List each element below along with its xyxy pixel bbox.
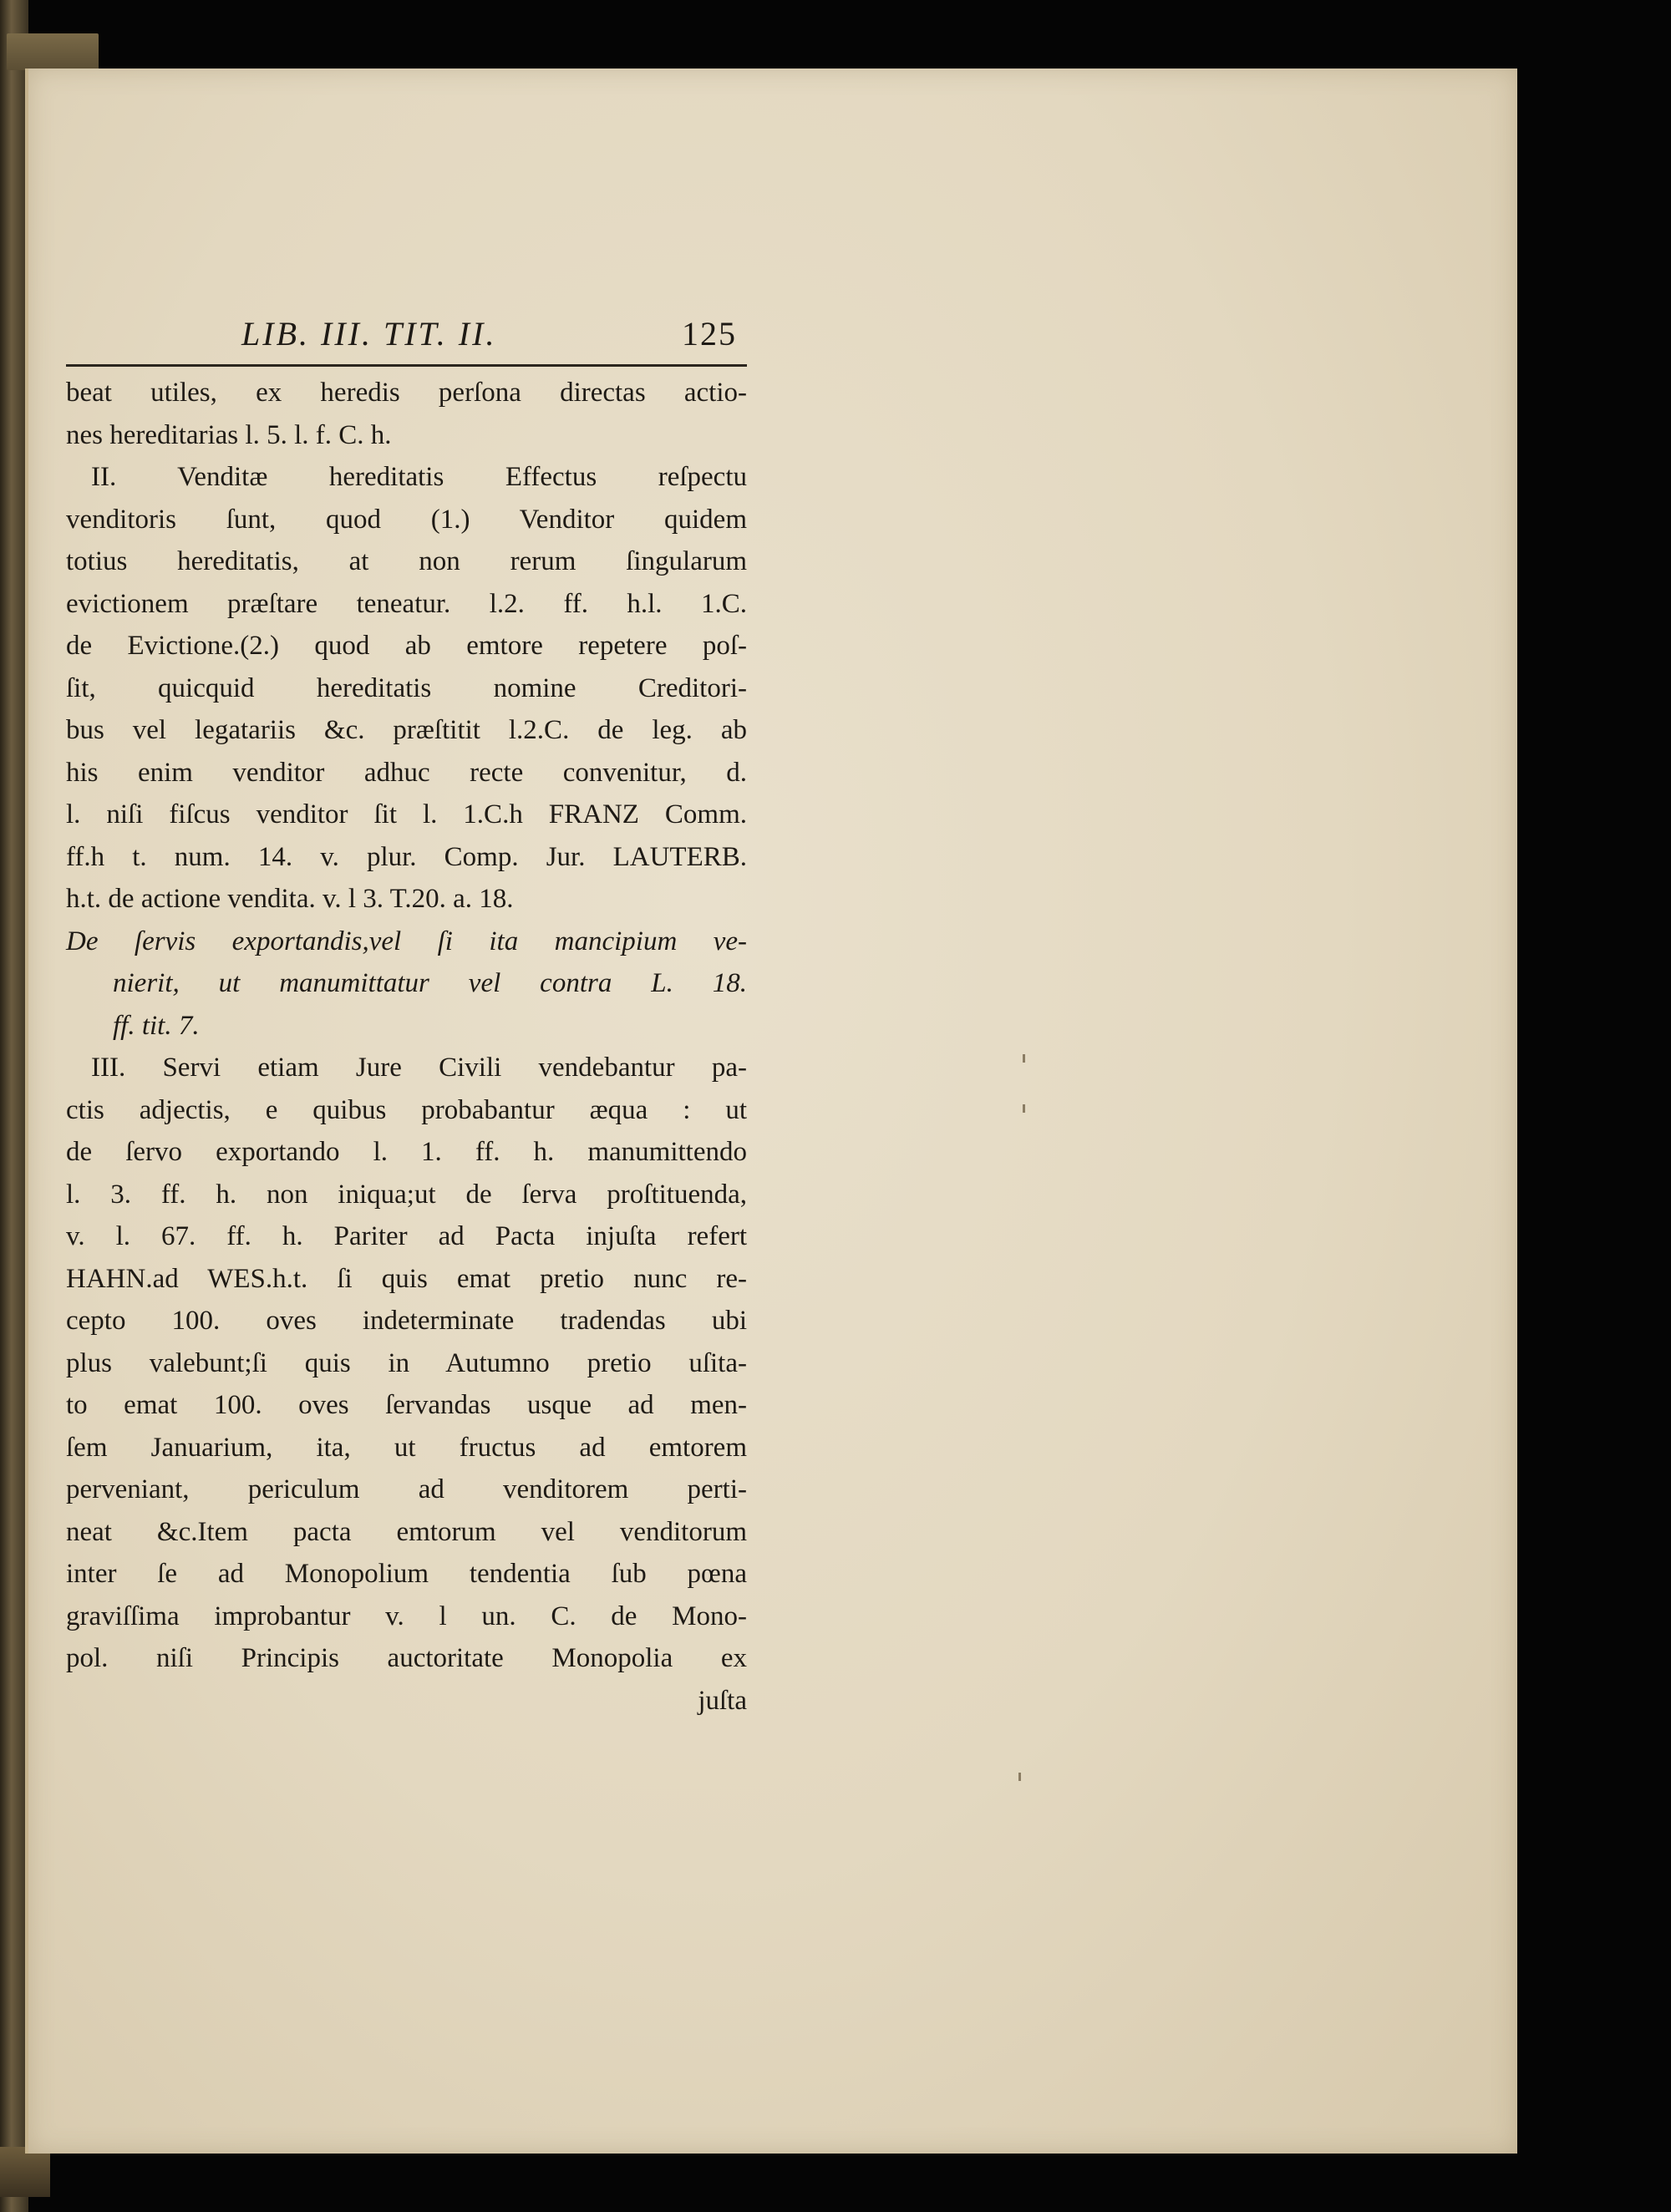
text-line: his enim venditor adhuc recte convenitur, d. (66, 757, 747, 788)
binding-tab-top (7, 33, 99, 70)
text-line: inter ſe ad Monopolium tendentia ſub pœna (66, 1559, 747, 1589)
text-line: nes hereditarias l. 5. l. f. C. h. (66, 419, 392, 450)
running-header (66, 311, 747, 361)
text-line: to emat 100. oves ſervandas usque ad men- (66, 1390, 747, 1420)
text-line: de ſervo exportando l. 1. ff. h. manumittendo (66, 1137, 747, 1167)
text-line: l. niſi fiſcus venditor ſit l. 1.C.h FRANZ Comm. (66, 799, 747, 830)
text-line: bus vel legatariis &c. præſtitit l.2.C. de leg. ab (66, 715, 747, 745)
text-line: plus valebunt;ſi quis in Autumno pretio uſita- (66, 1347, 747, 1378)
text-line: cepto 100. oves indeterminate tradendas ubi (66, 1306, 747, 1336)
text-line: de Evictione.(2.) quod ab emtore repetere poſ- (66, 631, 747, 661)
text-line: h.t. de actione vendita. v. l 3. T.20. a. 18. (66, 884, 514, 914)
text-line: venditoris ſunt, quod (1.) Venditor quidem (66, 504, 747, 535)
paper-speck (1023, 1104, 1025, 1113)
text-line: l. 3. ff. h. non iniqua;ut de ſerva proſtituenda, (66, 1179, 747, 1210)
text-line: totius hereditatis, at non rerum ſingularum (66, 546, 747, 576)
side-note-line: De ſervis exportandis,vel ſi ita mancipium ve- (66, 926, 747, 956)
text-line: pol. niſi Principis auctoritate Monopolia ex (66, 1643, 747, 1673)
body-text (66, 372, 747, 1722)
text-block (66, 311, 747, 1722)
text-line: ſem Januarium, ita, ut fructus ad emtorem (66, 1432, 747, 1463)
book-page (25, 68, 1517, 2154)
text-line: v. l. 67. ff. h. Pariter ad Pacta injuſta refert (66, 1221, 747, 1251)
text-line: graviſſima improbantur v. l un. C. de Mono- (66, 1601, 747, 1631)
running-title: LIB. III. TIT. II. (241, 315, 497, 353)
paper-speck (1023, 1054, 1025, 1063)
side-note-line: ff. tit. 7. (113, 1010, 200, 1041)
text-line: evictionem præſtare teneatur. l.2. ff. h.l. 1.C. (66, 588, 747, 619)
text-line: beat utiles, ex heredis perſona directas actio- (66, 378, 747, 408)
text-line: II. Venditæ hereditatis Effectus reſpectu (91, 462, 747, 492)
text-line: III. Servi etiam Jure Civili vendebantur pa- (91, 1053, 747, 1083)
text-line: HAHN.ad WES.h.t. ſi quis emat pretio nunc re- (66, 1263, 747, 1294)
text-line: neat &c.Item pacta emtorum vel venditorum (66, 1516, 747, 1547)
text-line: ctis adjectis, e quibus probabantur æqua : ut (66, 1094, 747, 1125)
catchword: juſta (698, 1685, 747, 1716)
header-rule (66, 364, 747, 367)
text-line: perveniant, periculum ad venditorem perti- (66, 1474, 747, 1504)
side-note-line: nierit, ut manumittatur vel contra L. 18. (113, 968, 747, 998)
page-number: 125 (682, 315, 737, 353)
book-spine-edge (0, 0, 28, 2212)
text-line: ff.h t. num. 14. v. plur. Comp. Jur. LAUTERB. (66, 841, 747, 872)
text-line: ſit, quicquid hereditatis nomine Creditori- (66, 672, 747, 703)
paper-speck (1018, 1773, 1021, 1781)
binding-tab-bottom (0, 2147, 50, 2197)
